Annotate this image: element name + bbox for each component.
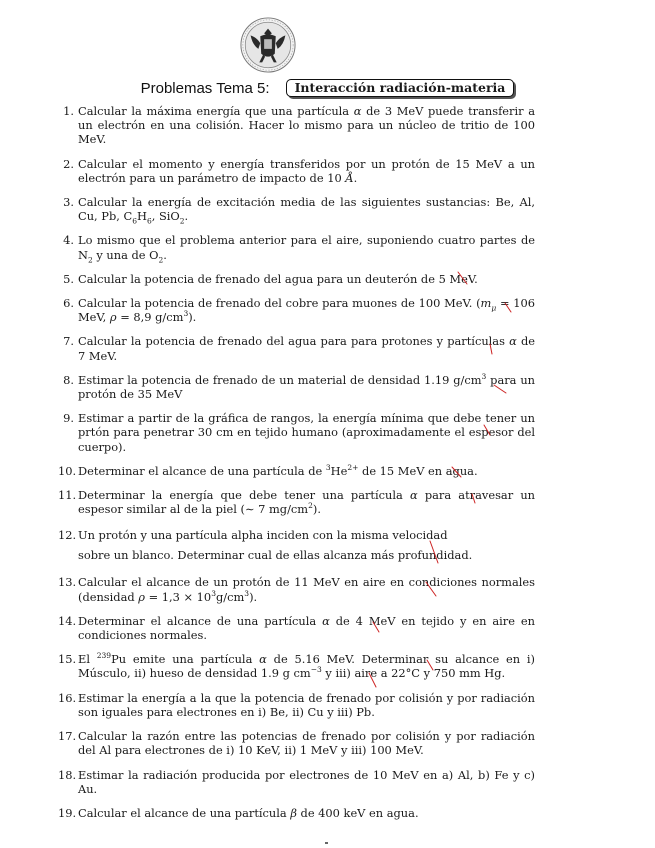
problem-text: Determinar la energía que debe tener una partícula α para atravesar un espesor similar al de la piel (∼ 7 $mg/cm^2$). [78,488,535,517]
problem-number: 16. [58,690,77,705]
problem-item [58,691,535,719]
problem-number: 5. [63,271,74,286]
problem-text: Un protón y una partícula alpha inciden con la misma velocidad sobre un blanco. Determinar cual de ellas alcanza más profundidad. [78,528,473,562]
problem-number: 3. [63,195,74,210]
problem-item [58,334,535,362]
problem-text: Calcular la potencia de frenado del agua para para protones y partículas α de 7 MeV. [78,334,536,363]
problem-number: 7. [63,334,74,349]
problem-item [58,464,535,478]
problem-item [58,233,535,264]
problem-number: 10. [58,463,77,478]
problem-item [58,768,535,796]
problem-text: El $^{239}$Pu emite una partícula α de 5.16 MeV. Determinar su alcance en i) Músculo, ii) hueso de densidad 1.9 g $cm^{-3}$ y iii) aire a 22°C y 750 mm Hg. [78,651,535,681]
problem-set-title: Problemas Tema 5: [140,79,270,97]
problem-number: 14. [58,613,77,628]
problem-text: Estimar la radiación producida por electrones de 10 MeV en a) Al, b) Fe y c) Au. [78,767,535,796]
problem-number: 18. [58,767,77,782]
problem-item [58,104,535,147]
problem-text: Estimar la energía a la que la potencia de frenado por colisión y por radiación son iguales para electrones en i) Be, ii) Cu y iii) Pb. [78,690,535,719]
problem-text: Calcular la energía de excitación media de las siguientes sustancias: Be, Al, Cu, Pb, $C_6H_6$, SiO$_2$. [78,195,535,226]
problem-text: Calcular el momento y energía transferidos por un protón de 15 MeV a un electrón para un parámetro de impacto de 10 Å. [78,156,535,185]
problem-item [58,157,535,185]
problem-text: Determinar el alcance de una partícula α de 4 MeV en tejido y en aire en condiciones normales. [78,613,535,643]
problem-text: Estimar la potencia de frenado de un material de densidad 1.19 $g/cm^3$ para un protón de 35 MeV [78,372,535,402]
problem-number: 4. [63,233,74,248]
topic-label: Interacción radiación-materia [286,79,515,97]
problem-text: Calcular la potencia de frenado del cobre para muones de 100 MeV. ($m_\mu = 106$ MeV, ρ = 8,9 $g/cm^3$). [78,296,535,325]
problem-item [58,272,535,286]
problem-number: 9. [63,411,74,426]
problem-item [58,575,535,603]
problem-text: Lo mismo que el problema anterior para el aire, suponiendo cuatro partes de $N_2$ y una de $O_2$. [78,233,535,264]
problem-number: 2. [63,156,74,171]
problem-number: 13. [58,575,77,590]
problem-number: 11. [58,488,77,503]
problem-text: Calcular la razón entre las potencias de frenado por colisión y por radiación del Al para electrones de i) 10 KeV, ii) 1 MeV y iii) 100 MeV. [78,729,535,758]
problem-list [58,104,535,820]
problem-number: 8. [63,372,74,387]
problem-number: 1. [63,104,74,118]
problem-item [58,373,535,401]
problem-number: 15. [58,652,77,667]
problem-number: 12. [58,528,77,543]
problem-item [58,296,535,324]
problem-text: Determinar el alcance de una partícula de $^3He^{2+}$ de 15 MeV en agua. [78,463,478,478]
problem-text: Estimar a partir de la gráfica de rangos, la energía mínima que debe tener un prtón para penetrar 30 cm en tejido humano (aproximadamente el espesor del cuerpo). [78,411,535,454]
problem-text: Calcular la máxima energía que una partícula α de 3 MeV puede transferir a un electrón en una colisión. Hacer lo mismo para un núcleo de tritio de 100 MeV. [78,104,536,147]
problem-item [58,614,535,642]
page-number-mark [325,842,328,844]
problem-item [58,411,535,454]
problem-text: Calcular la potencia de frenado del agua para un deuterón de 5 MeV. [78,271,478,286]
problem-number: 19. [58,805,77,820]
problem-item [58,806,535,820]
problem-text: Calcular el alcance de un protón de 11 MeV en aire en condiciones normales (densidad $\rho = 1,3 \times 10^3g/cm^3$). [78,575,535,604]
problem-text: Calcular el alcance de una partícula β de 400 keV en agua. [78,805,419,820]
problem-number: 17. [58,729,77,744]
page-header [0,78,655,98]
problem-item [58,488,535,516]
problem-item [58,195,535,226]
problem-item [58,526,535,565]
problem-item [58,652,535,680]
problem-item [58,729,535,757]
problem-number: 6. [63,296,74,311]
university-seal-icon [239,16,297,74]
